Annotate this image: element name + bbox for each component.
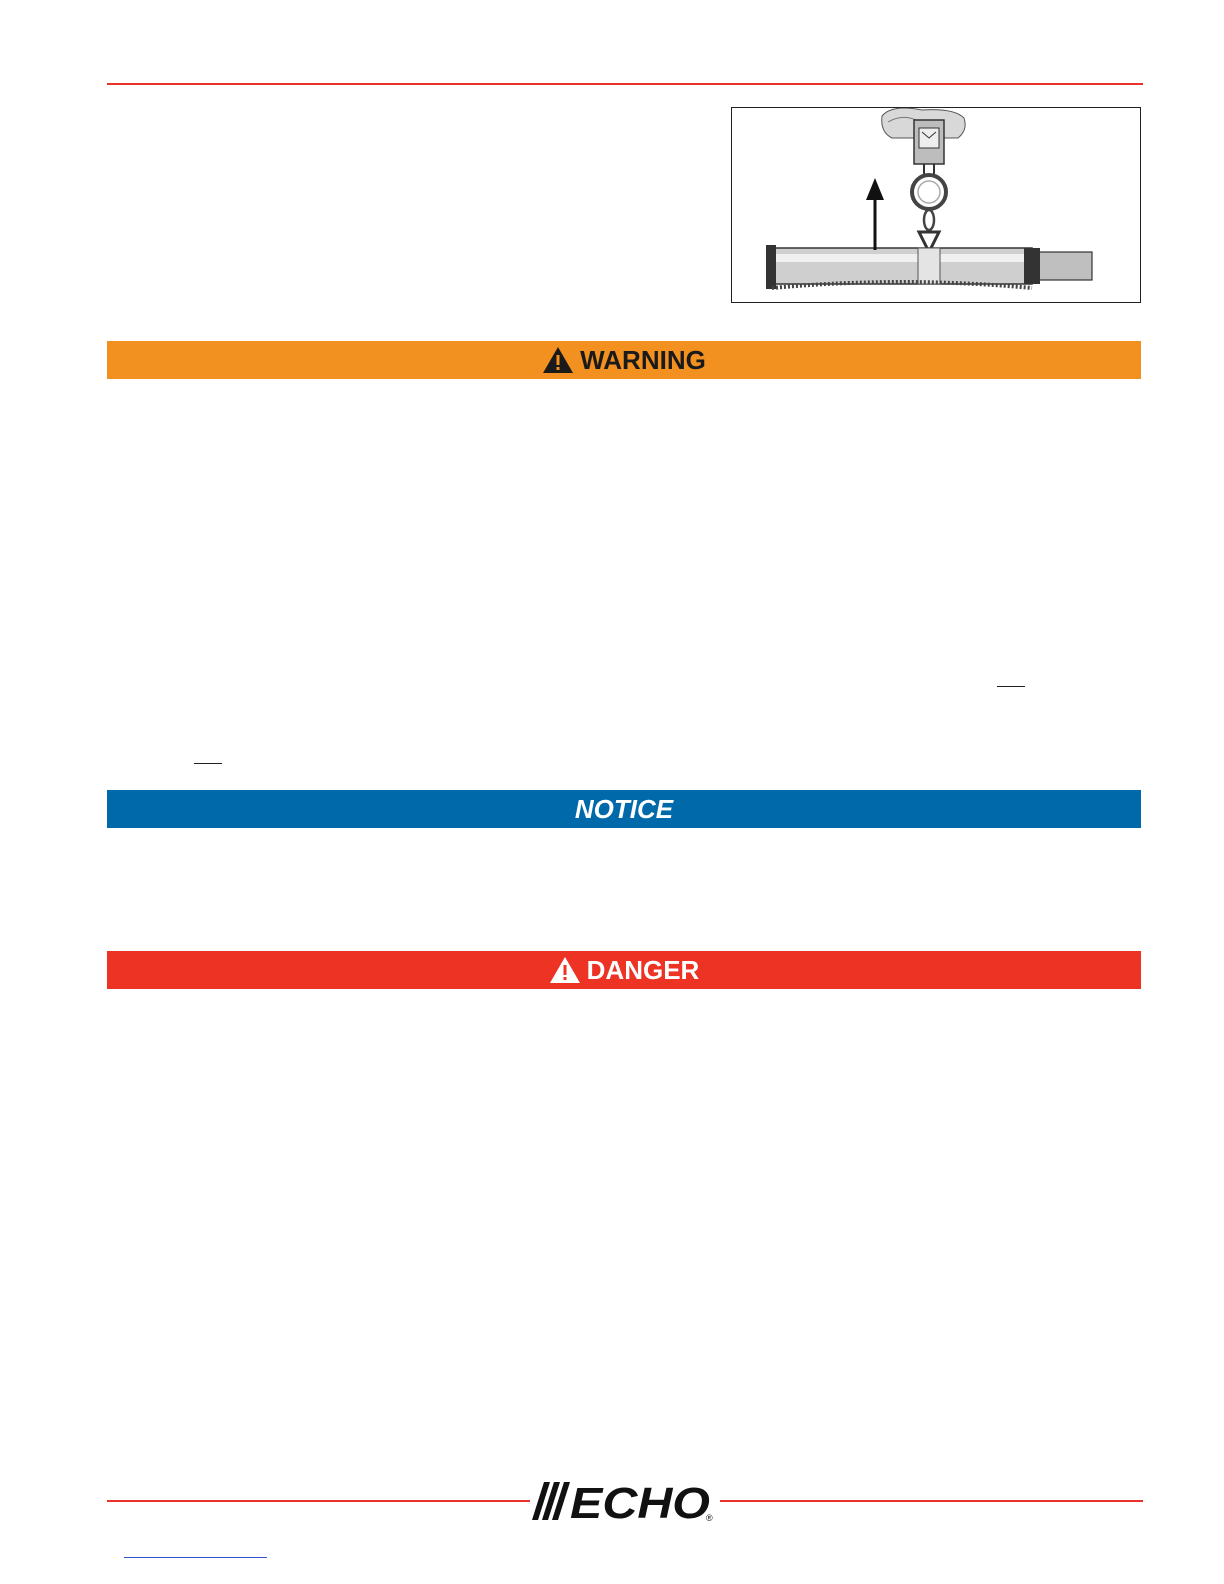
logo-wordmark: ECHO (570, 1480, 710, 1522)
figure-illustration (732, 108, 1140, 302)
echo-logo (530, 1480, 720, 1522)
warning-triangle-icon (542, 346, 574, 374)
warning-banner (107, 341, 1141, 379)
underline-mark (194, 763, 222, 764)
danger-label: DANGER (586, 954, 700, 985)
registered-mark: ® (706, 1513, 713, 1522)
notice-banner (107, 790, 1141, 828)
notice-label: NOTICE (574, 793, 674, 824)
underline-mark (997, 686, 1025, 687)
warning-label: WARNING (580, 344, 706, 375)
figure-scale-lift (731, 107, 1141, 303)
footer-link-underline[interactable] (124, 1557, 267, 1558)
danger-triangle-icon (549, 956, 581, 984)
danger-banner (107, 951, 1141, 989)
header-rule (107, 83, 1143, 85)
